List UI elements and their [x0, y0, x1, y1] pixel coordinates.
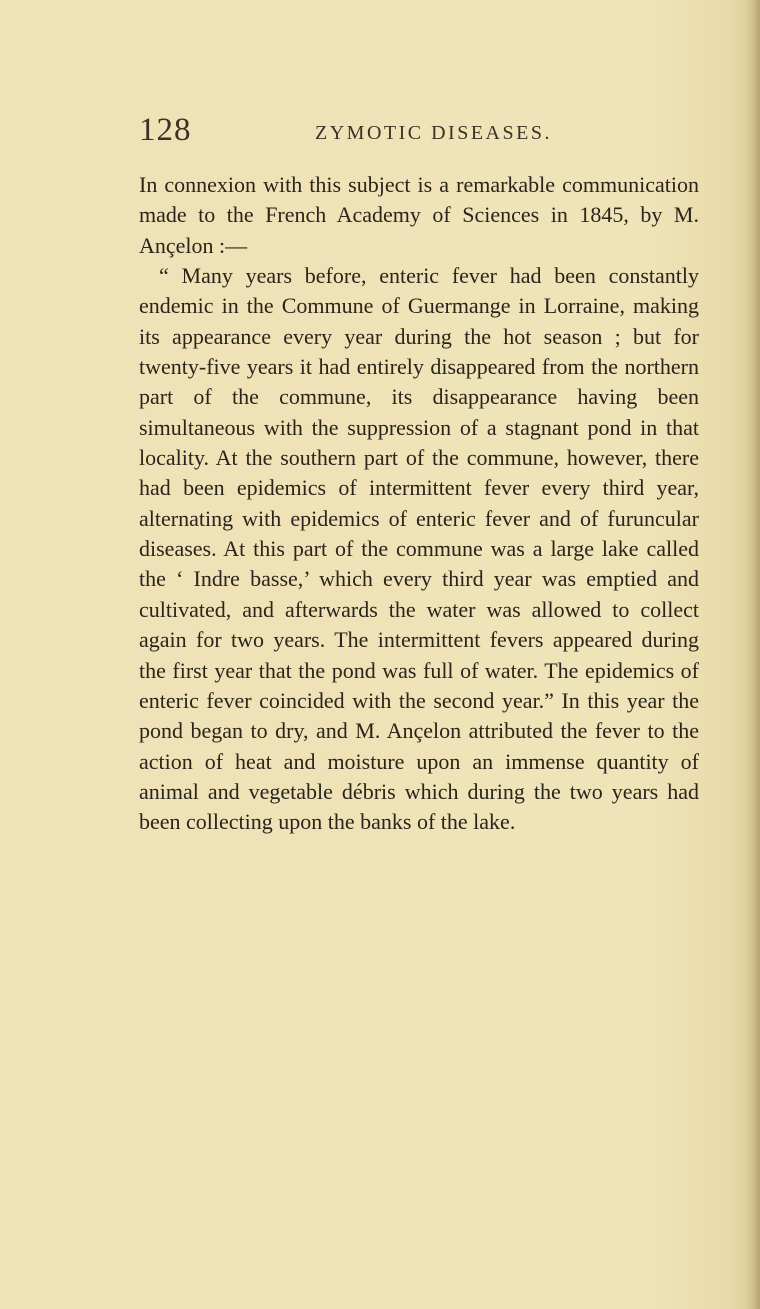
paragraph-quotation: “ Many years before, enteric fever had been constantly endemic in the Commune of Guermange in Lorraine, making its appearance every year during the hot season ; but for twenty-five years it had entirely disappeared from the northern part of the commune, its disappearance having been simultaneous with the suppression of a stagnant pond in that locality. At the southern part of the commune, however, there had been epidemics of intermittent fever every third year, alternating with epidemics of enteric fever and of furuncular diseases. At this part of the commune was a large lake called the ‘ Indre basse,’ which every third year was emptied and cultivated, and afterwards the water was allowed to collect again for two years. The intermittent fevers appeared during the first year that the pond was full of water. The epidemics of enteric fever coincided with the second year.” In this year the pond began to dry, and M. Ançelon attributed the fever to the action of heat and moisture upon an immense quantity of animal and vegetable débris which during the two years had been collecting upon the banks of the lake.: [139, 263, 699, 835]
paragraph-intro: In connexion with this subject is a remarkable communication made to the French Academy of Sciences in 1845, by M. Ançelon :—: [139, 172, 699, 258]
page-number: 128: [139, 112, 192, 148]
body-text: [139, 170, 699, 838]
page-header: [0, 112, 760, 152]
page-edge-shadow: [746, 0, 760, 1309]
running-head: ZYMOTIC DISEASES.: [315, 122, 552, 144]
